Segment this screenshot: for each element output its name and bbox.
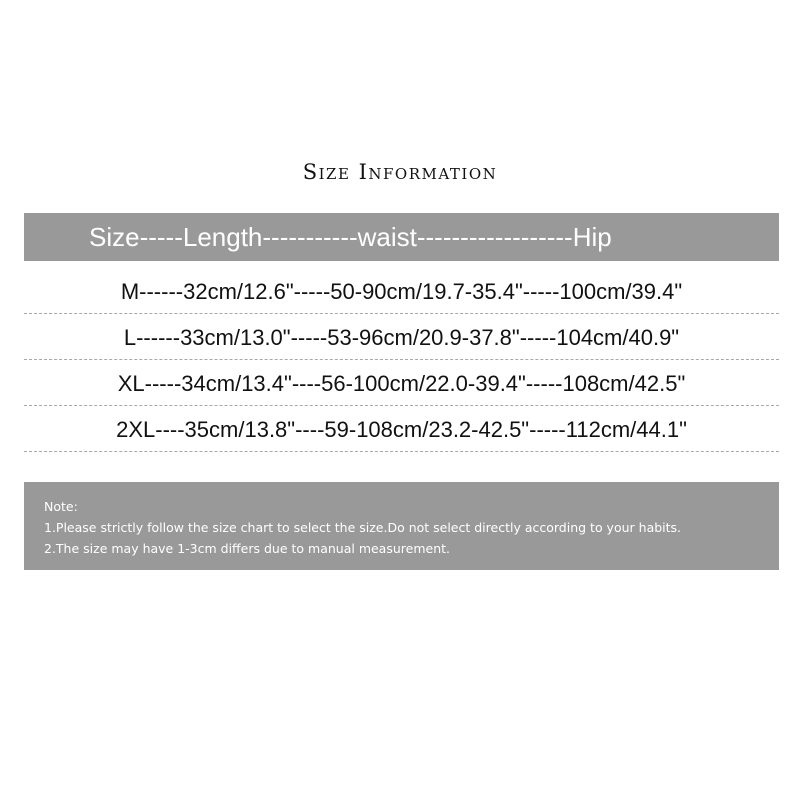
page-title: Size Information [302, 160, 498, 184]
note-line-1: 1.Please strictly follow the size chart to select the size.Do not select directly according to your habits. [44, 520, 682, 535]
note-line-2: 2.The size may have 1-3cm differs due to manual measurement. [44, 541, 450, 556]
size-row-xl: XL-----34cm/13.4"----56-100cm/22.0-39.4"-----108cm/42.5" [24, 360, 779, 406]
size-row-l: L------33cm/13.0"-----53-96cm/20.9-37.8"-----104cm/40.9" [24, 314, 779, 360]
size-row-m: M------32cm/12.6"-----50-90cm/19.7-35.4"-----100cm/39.4" [24, 268, 779, 314]
note-heading: Note: [44, 499, 78, 514]
note-box [24, 482, 779, 570]
size-table-header [24, 213, 779, 261]
size-table-header-text: Size-----Length-----------waist------------------Hip [89, 222, 612, 252]
size-table [24, 268, 779, 452]
size-row-2xl: 2XL----35cm/13.8"----59-108cm/23.2-42.5"-----112cm/44.1" [24, 406, 779, 452]
